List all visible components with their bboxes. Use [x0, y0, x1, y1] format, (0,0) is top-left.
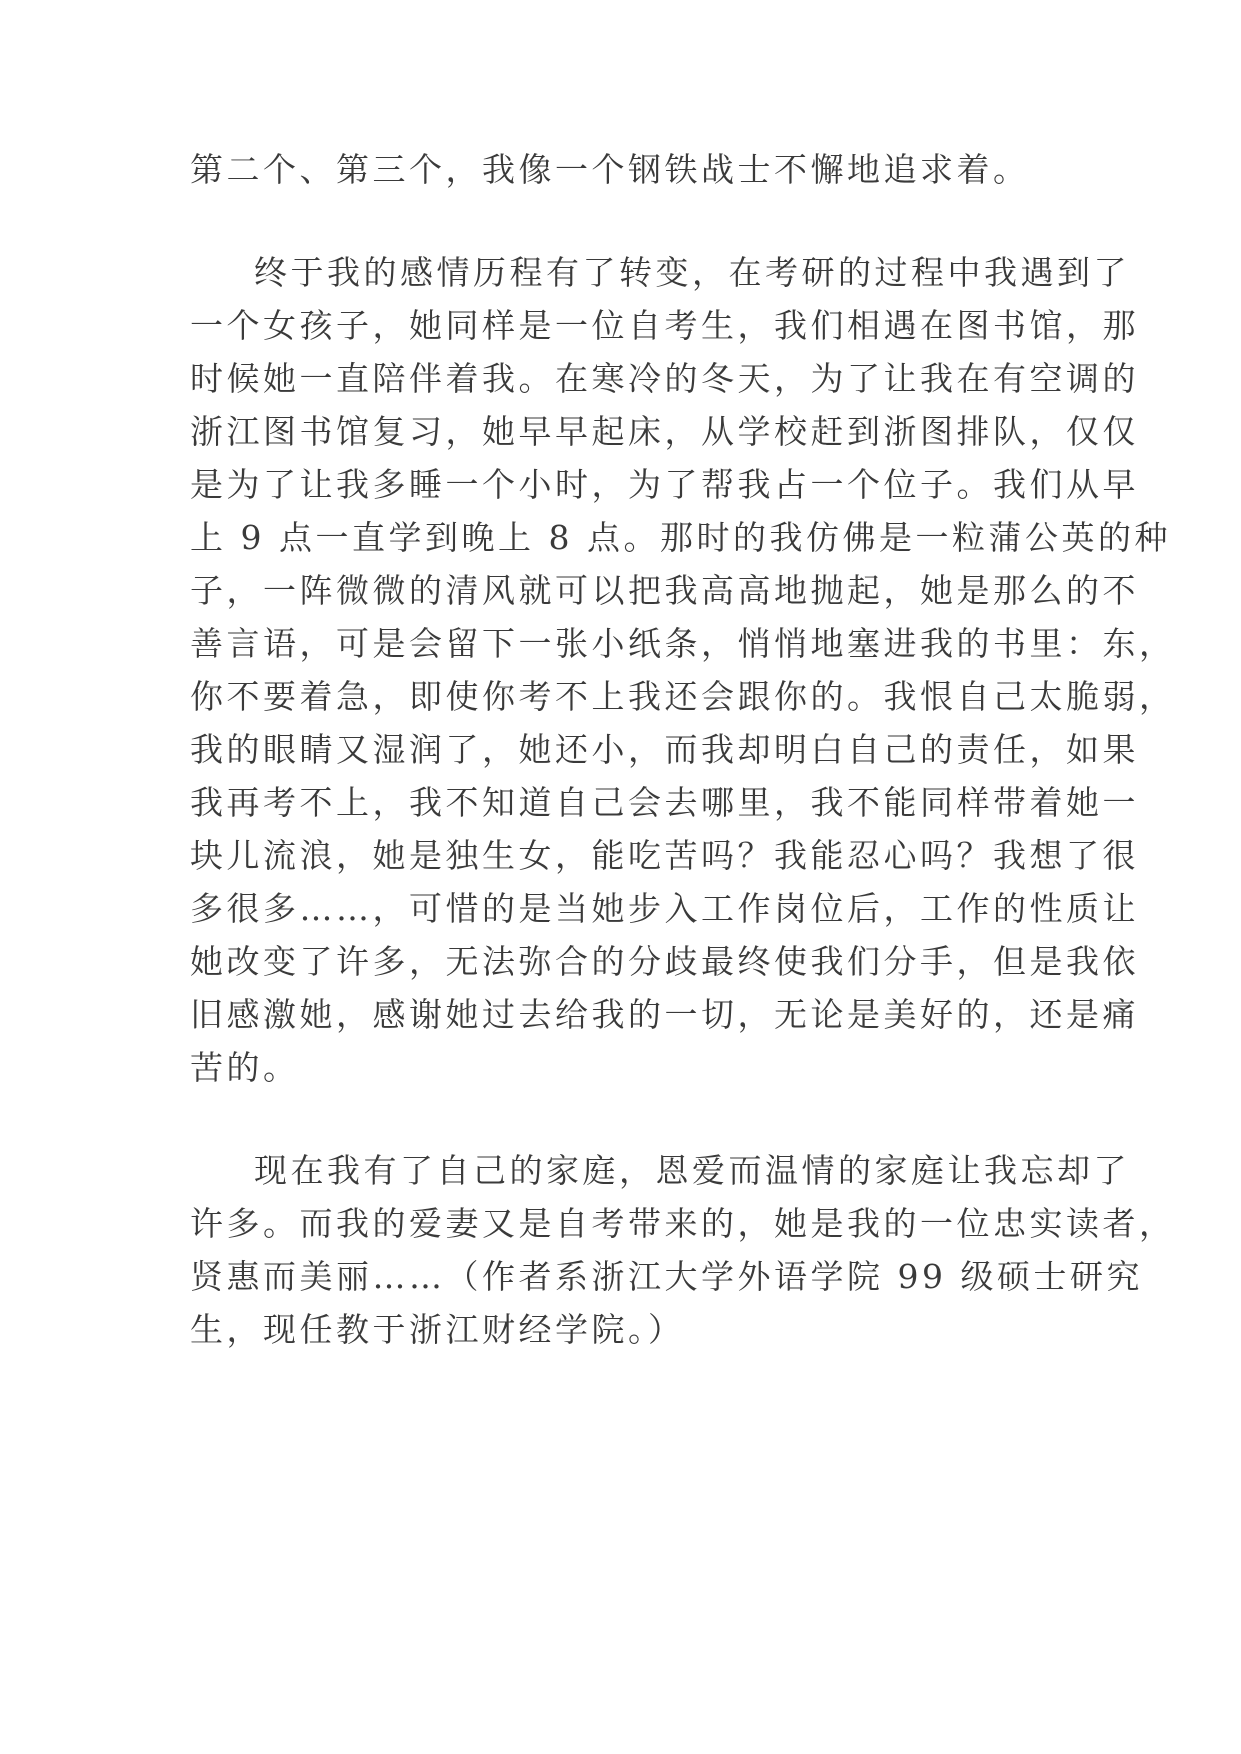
text-line: 生，现任教于浙江财经学院。） — [190, 1310, 685, 1349]
text-line: 多很多……，可惜的是当她步入工作岗位后，工作的性质让 — [190, 889, 1139, 928]
text-line: 第二个、第三个，我像一个钢铁战士不懈地追求着。 — [190, 150, 1030, 189]
text-line: 时候她一直陪伴着我。在寒冷的冬天，为了让我在有空调的 — [190, 359, 1139, 398]
text-line: 苦的。 — [190, 1048, 300, 1087]
text-line: 你不要着急，即使你考不上我还会跟你的。我恨自己太脆弱， — [190, 677, 1176, 716]
text-line: 子，一阵微微的清风就可以把我高高地抛起，她是那么的不 — [190, 571, 1139, 610]
text-line: 她改变了许多，无法弥合的分歧最终使我们分手，但是我依 — [190, 942, 1139, 981]
text-line: 一个女孩子，她同样是一位自考生，我们相遇在图书馆，那 — [190, 306, 1139, 345]
text-line: 块儿流浪，她是独生女，能吃苦吗？我能忍心吗？我想了很 — [190, 836, 1139, 875]
text-line: 终于我的感情历程有了转变，在考研的过程中我遇到了 — [254, 253, 1130, 292]
text-line: 许多。而我的爱妻又是自考带来的，她是我的一位忠实读者， — [190, 1204, 1176, 1243]
text-line: 善言语，可是会留下一张小纸条，悄悄地塞进我的书里：东， — [190, 624, 1176, 663]
text-line: 旧感激她，感谢她过去给我的一切，无论是美好的，还是痛 — [190, 995, 1139, 1034]
text-line: 贤惠而美丽……（作者系浙江大学外语学院 99 级硕士研究 — [190, 1257, 1143, 1296]
text-line: 现在我有了自己的家庭，恩爱而温情的家庭让我忘却了 — [254, 1151, 1130, 1190]
text-line: 上 9 点一直学到晚上 8 点。那时的我仿佛是一粒蒲公英的种 — [190, 518, 1171, 557]
text-line: 我的眼睛又湿润了，她还小，而我却明白自己的责任，如果 — [190, 730, 1139, 769]
text-line: 是为了让我多睡一个小时，为了帮我占一个位子。我们从早 — [190, 465, 1139, 504]
text-line: 我再考不上，我不知道自己会去哪里，我不能同样带着她一 — [190, 783, 1139, 822]
text-line: 浙江图书馆复习，她早早起床，从学校赶到浙图排队，仅仅 — [190, 412, 1139, 451]
